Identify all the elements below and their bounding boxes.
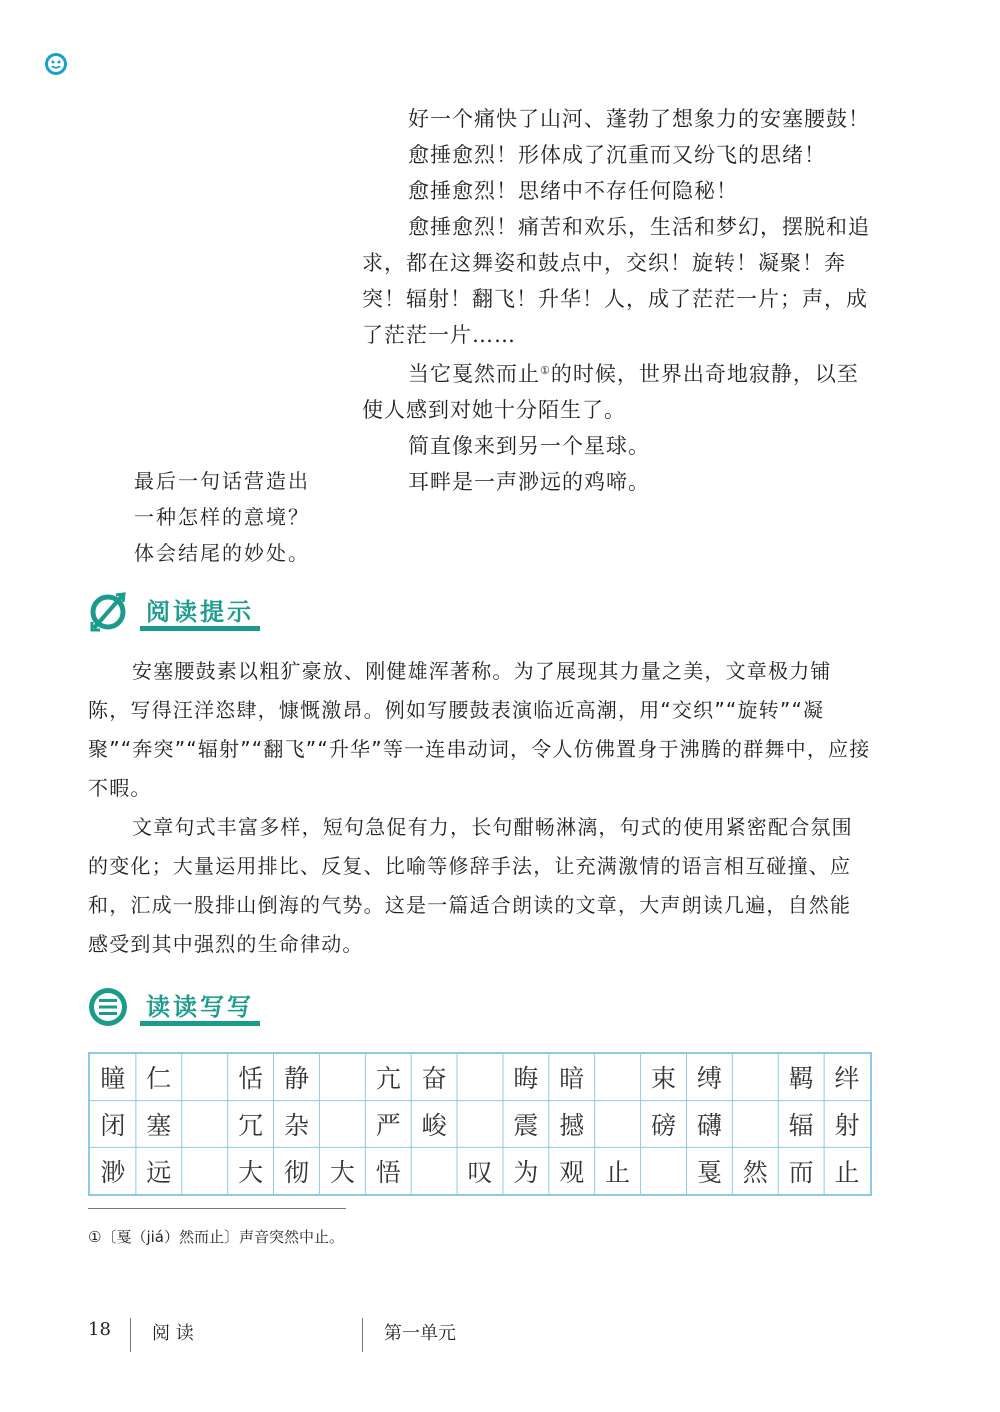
poem-text: [362, 101, 874, 500]
grid-cell: 暗: [559, 1064, 585, 1094]
grid-cell: [182, 1101, 228, 1148]
grid-cell: 恬: [238, 1064, 264, 1094]
grid-cell: 射: [834, 1110, 860, 1140]
grid-cell: 渺: [100, 1157, 126, 1187]
lines-list-icon: [86, 985, 130, 1029]
poem-line: 愈捶愈烈！思绪中不存任何隐秘！: [408, 179, 738, 203]
grid-cell: 峻: [421, 1110, 447, 1140]
grid-cell: [319, 1101, 365, 1148]
grid-cell: [182, 1054, 228, 1101]
grid-cell: 大: [238, 1157, 264, 1187]
footer-divider: [130, 1318, 131, 1352]
poem-line-prefix: 当它戛然而止: [408, 362, 540, 386]
grid-cell: 远: [146, 1157, 172, 1187]
grid-cell: 严: [375, 1110, 401, 1140]
read-write-underline: [140, 1021, 260, 1026]
grid-cell: 磅: [651, 1110, 677, 1140]
grid-cell: 冗: [238, 1110, 264, 1140]
grid-cell: 止: [834, 1157, 860, 1187]
grid-cell: 戛: [696, 1157, 722, 1187]
grid-cell: [457, 1101, 503, 1148]
poem-line: 愈捶愈烈！痛苦和欢乐，生活和梦幻，摆脱和追求，都在这舞姿和鼓点中，交织！旋转！凝聚！奔突！辐射！翻飞！升华！人，成了茫茫一片；声，成了茫茫一片……: [362, 215, 870, 347]
grid-cell: 止: [605, 1157, 631, 1187]
grid-cell: [641, 1147, 687, 1194]
grid-cell: 静: [283, 1064, 309, 1094]
grid-cell: [595, 1101, 641, 1148]
grid-cell: 闭: [100, 1110, 126, 1140]
grid-cell: 然: [742, 1157, 768, 1187]
grid-cell: 塞: [146, 1110, 172, 1140]
grid-cell: 束: [651, 1064, 677, 1094]
footer-section: 阅 读: [152, 1323, 194, 1344]
tips-paragraph: 安塞腰鼓素以粗犷豪放、刚健雄浑著称。为了展现其力量之美，文章极力铺陈，写得汪洋恣肆，慷慨激昂。例如写腰鼓表演临近高潮，用“交织”“旋转”“凝聚”“奔突”“辐射”“翻飞”“升华”等一连串动词，令人仿佛置身于沸腾的群舞中，应接不暇。: [88, 659, 871, 800]
footer-unit: 第一单元: [384, 1323, 456, 1344]
footnote-ref[interactable]: ①: [540, 364, 551, 377]
grid-cell: 撼: [559, 1110, 585, 1140]
grid-cell: [457, 1054, 503, 1101]
grid-cell: 为: [513, 1157, 539, 1187]
grid-cell: 大: [329, 1157, 355, 1187]
grid-cell: 杂: [283, 1110, 309, 1140]
grid-cell: 羁: [788, 1064, 814, 1094]
reading-tips-underline: [140, 626, 260, 631]
footnote: ①〔戛（jiá）然而止〕声音突然中止。: [88, 1228, 344, 1246]
tips-paragraph: 文章句式丰富多样，短句急促有力，长句酣畅淋漓，句式的使用紧密配合氛围的变化；大量运用排比、反复、比喻等修辞手法，让充满激情的语言相互碰撞、应和，汇成一股排山倒海的气势。这是一篇适合朗读的文章，大声朗读几遍，自然能感受到其中强烈的生命律动。: [88, 815, 853, 956]
grid-cell: 辐: [788, 1110, 814, 1140]
reading-tips-title: 阅读提示: [146, 598, 254, 626]
grid-cell: 晦: [513, 1064, 539, 1094]
grid-cell: 仁: [146, 1064, 172, 1094]
grid-cell: 观: [559, 1157, 585, 1187]
smiley-face-icon: [44, 52, 68, 76]
page-number: 18: [88, 1319, 111, 1340]
swirl-arrow-icon: [86, 590, 130, 634]
grid-cell: 瞳: [100, 1064, 126, 1094]
grid-cell: [319, 1054, 365, 1101]
grid-cell: 震: [513, 1110, 539, 1140]
side-note: [88, 463, 328, 571]
grid-cell: [732, 1101, 778, 1148]
grid-cell: 缚: [696, 1064, 722, 1094]
grid-cell: [182, 1147, 228, 1194]
grid-cell: 彻: [283, 1157, 309, 1187]
poem-line: 耳畔是一声渺远的鸡啼。: [408, 470, 650, 494]
poem-line: 简直像来到另一个星球。: [408, 434, 650, 458]
grid-cell: 而: [788, 1157, 814, 1187]
read-write-title: 读读写写: [146, 993, 254, 1021]
poem-line: 愈捶愈烈！形体成了沉重而又纷飞的思绪！: [408, 143, 826, 167]
grid-cell: 叹: [467, 1157, 493, 1187]
poem-line: [362, 353, 874, 428]
grid-cell: 礴: [696, 1110, 722, 1140]
grid-cell: [411, 1147, 457, 1194]
grid-cell: [595, 1054, 641, 1101]
footnote-divider: [88, 1208, 346, 1209]
poem-line: 好一个痛快了山河、蓬勃了想象力的安塞腰鼓！: [408, 107, 870, 131]
grid-cell: 绊: [834, 1064, 860, 1094]
poem-line-rest: 的时候，世界出奇地寂静，以至使人感到对她十分陌生了。: [362, 362, 859, 422]
reading-tips-body: [88, 652, 872, 964]
footer-divider: [362, 1318, 363, 1352]
grid-cell: [732, 1054, 778, 1101]
word-grid: [88, 1052, 872, 1196]
side-note-text: 最后一句话营造出一种怎样的意境？体会结尾的妙处。: [134, 469, 310, 565]
grid-cell: 悟: [375, 1157, 401, 1187]
grid-cell: 奋: [421, 1064, 447, 1094]
grid-cell: 亢: [375, 1064, 401, 1094]
